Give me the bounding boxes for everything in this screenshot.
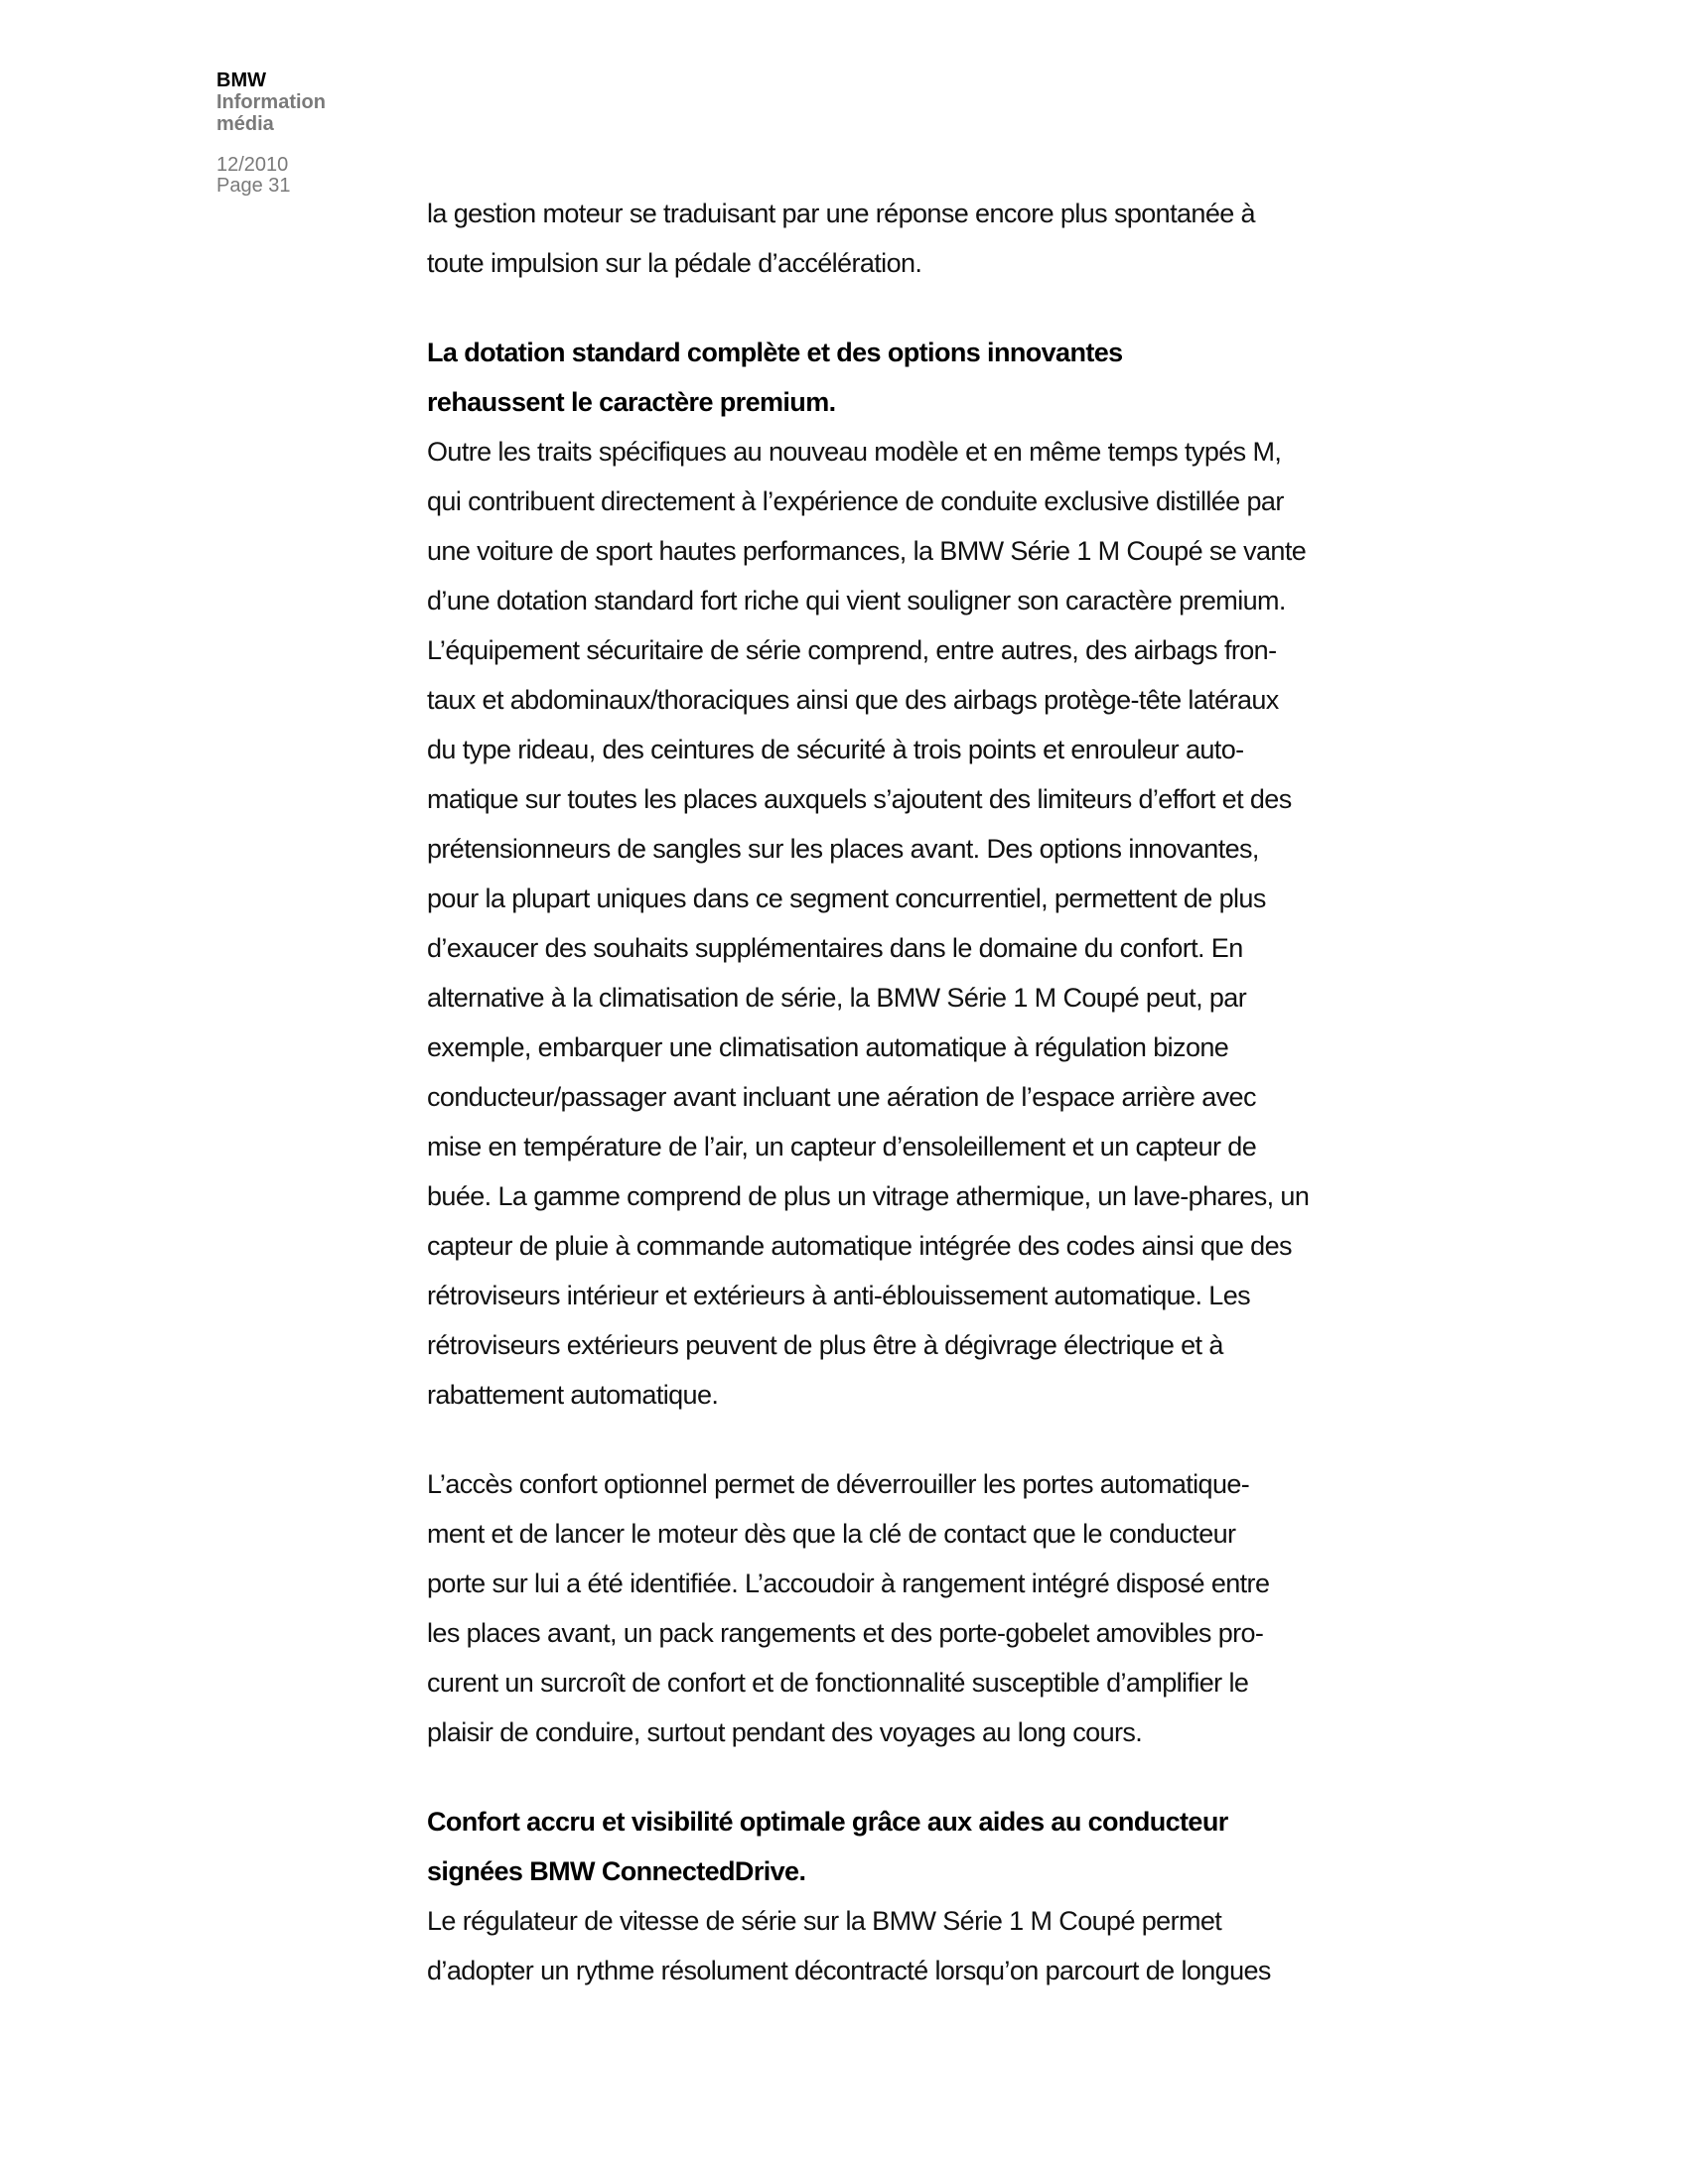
text-line: une voiture de sport hautes performances, la BMW Série 1 M Coupé se vante	[427, 536, 1307, 566]
text-line: taux et abdominaux/thoraciques ainsi que des airbags protège-tête latéraux	[427, 685, 1279, 715]
text-line: d’exaucer des souhaits supplémentaires dans le domaine du confort. En	[427, 933, 1243, 963]
text-line: mise en température de l’air, un capteur d’ensoleillement et un capteur de	[427, 1132, 1257, 1161]
brand-name: BMW	[216, 69, 266, 91]
text-line: rabattement automatique.	[427, 1380, 719, 1410]
text-line: d’adopter un rythme résolument décontracté lorsqu’on parcourt de longues	[427, 1956, 1271, 1985]
heading-line: La dotation standard complète et des options innovantes	[427, 338, 1123, 367]
document-header	[216, 69, 375, 197]
text-line: toute impulsion sur la pédale d’accélération.	[427, 248, 922, 278]
text-line: la gestion moteur se traduisant par une réponse encore plus spontanée à	[427, 199, 1255, 228]
heading-line: Confort accru et visibilité optimale grâce aux aides au conducteur	[427, 1807, 1228, 1837]
brand-subtitle-line-1: Information	[216, 91, 326, 113]
text-line: L’accès confort optionnel permet de déverrouiller les portes automatique-	[427, 1469, 1250, 1499]
text-line: matique sur toutes les places auxquels s’ajoutent des limiteurs d’effort et des	[427, 784, 1292, 814]
section-heading-connecteddrive	[427, 1797, 1400, 1896]
text-line: d’une dotation standard fort riche qui vient souligner son caractère premium.	[427, 586, 1286, 615]
paragraph-regulateur-vitesse	[427, 1896, 1400, 1995]
text-line: pour la plupart uniques dans ce segment concurrentiel, permettent de plus	[427, 884, 1266, 913]
text-line: rétroviseurs intérieur et extérieurs à anti-éblouissement automatique. Les	[427, 1281, 1251, 1310]
text-line: Le régulateur de vitesse de série sur la BMW Série 1 M Coupé permet	[427, 1906, 1222, 1936]
intro-paragraph	[427, 189, 1400, 288]
text-line: exemple, embarquer une climatisation automatique à régulation bizone	[427, 1032, 1229, 1062]
text-line: ment et de lancer le moteur dès que la clé de contact que le conducteur	[427, 1519, 1236, 1549]
heading-line: rehaussent le caractère premium.	[427, 387, 836, 417]
brand-subtitle-line-2: média	[216, 113, 274, 135]
text-line: du type rideau, des ceintures de sécurité à trois points et enrouleur auto-	[427, 735, 1244, 764]
text-line: buée. La gamme comprend de plus un vitrage athermique, un lave-phares, un	[427, 1181, 1310, 1211]
document-meta	[216, 155, 375, 197]
section-heading-dotation	[427, 328, 1400, 427]
text-line: rétroviseurs extérieurs peuvent de plus être à dégivrage électrique et à	[427, 1330, 1223, 1360]
text-line: plaisir de conduire, surtout pendant des voyages au long cours.	[427, 1717, 1143, 1747]
paragraph-acces-confort	[427, 1459, 1400, 1757]
text-line: les places avant, un pack rangements et des porte-gobelet amovibles pro-	[427, 1618, 1264, 1648]
text-line: prétensionneurs de sangles sur les places avant. Des options innovantes,	[427, 834, 1259, 864]
text-line: porte sur lui a été identifiée. L’accoudoir à rangement intégré disposé entre	[427, 1569, 1270, 1598]
text-line: alternative à la climatisation de série, la BMW Série 1 M Coupé peut, par	[427, 983, 1247, 1013]
text-line: Outre les traits spécifiques au nouveau modèle et en même temps typés M,	[427, 437, 1282, 467]
paragraph-dotation-standard	[427, 427, 1400, 1420]
document-body	[427, 189, 1400, 1995]
text-line: conducteur/passager avant incluant une aération de l’espace arrière avec	[427, 1082, 1256, 1112]
document-date: 12/2010	[216, 154, 289, 176]
heading-line: signées BMW ConnectedDrive.	[427, 1856, 806, 1886]
text-line: capteur de pluie à commande automatique intégrée des codes ainsi que des	[427, 1231, 1292, 1261]
page-number: Page 31	[216, 175, 291, 197]
text-line: L’équipement sécuritaire de série comprend, entre autres, des airbags fron-	[427, 635, 1277, 665]
text-line: qui contribuent directement à l’expérience de conduite exclusive distillée par	[427, 486, 1284, 516]
text-line: curent un surcroît de confort et de fonctionnalité susceptible d’amplifier le	[427, 1668, 1249, 1698]
